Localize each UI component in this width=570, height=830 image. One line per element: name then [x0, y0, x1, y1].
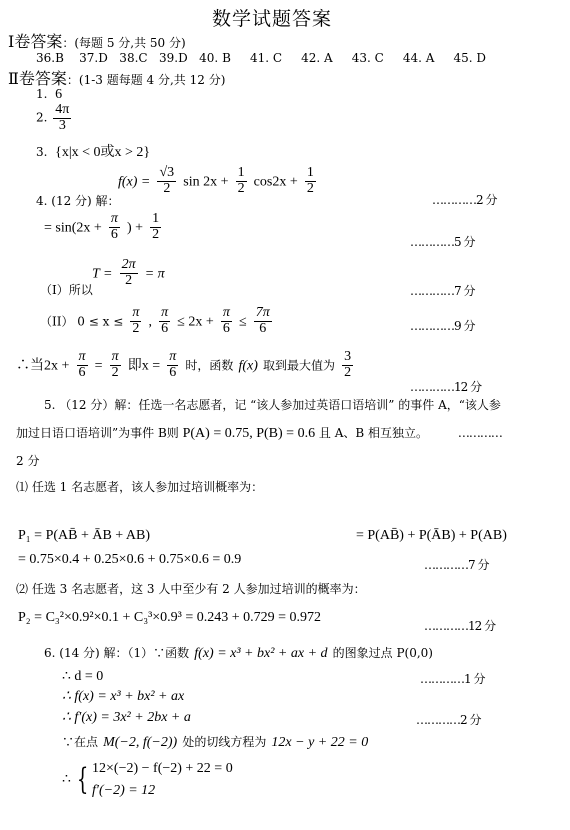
q5-part2-score: …………12 分 [424, 619, 496, 633]
q6-line1-score: …………1 分 [420, 672, 485, 686]
part2-heading [8, 66, 225, 89]
q1-answer: 6 [55, 87, 63, 102]
q6-line2: ∴ f(x) = x³ + bx² + ax [62, 689, 185, 704]
q4-frac-half3-den: 2 [152, 226, 160, 242]
q4-frac-pi6d-num: π [78, 349, 86, 364]
q4-frac-3-2 [342, 350, 353, 380]
q1-num: 1. [36, 87, 48, 101]
q6-line4-pre: ∵在点 [62, 735, 99, 749]
q5-part1-lhs: P₁ = P(AB̄ + ĀB + AB) [18, 528, 151, 543]
q5-line2-formula: P(A) = 0.75, P(B) = 0.6 [182, 426, 316, 441]
q3-num: 3. [36, 145, 48, 159]
q6-line4-mid: 处的切线方程为 [182, 735, 267, 749]
q4-cos2x: cos2x + [253, 174, 298, 190]
q5-line3-score: 2 分 [16, 454, 40, 468]
part2-note: ：(1-3 题每题 4 分,共 12 分) [66, 73, 226, 87]
q4-f-lhs: f(x) = [118, 174, 151, 190]
q6-line3-score: …………2 分 [416, 713, 481, 727]
q6-line4-point: M(−2, f(−2)) [103, 735, 178, 750]
q4-frac-pi6 [109, 212, 120, 242]
q4-frac-3-2-num: 3 [344, 349, 352, 364]
q2-line [36, 103, 73, 133]
q6-label-line [44, 642, 433, 662]
q4-T-eq: = π [144, 266, 165, 282]
q4-frac-pi6-den: 6 [110, 226, 118, 242]
page-title: 数学试题答案 [212, 8, 333, 30]
q4-frac-pi2b [110, 350, 121, 380]
q4-part2-comma: , [148, 314, 152, 330]
q4-frac-pi6b [159, 306, 170, 336]
q4-frac-7pi6 [254, 306, 272, 336]
q5-part1-rhs: = P(AB̄) + P(ĀB) + P(AB) [356, 528, 507, 543]
q6-system-equations [92, 758, 233, 801]
q4-step2-pre: = sin(2x + [44, 220, 102, 236]
q2-fraction [53, 103, 71, 133]
q4-part2 [40, 306, 274, 336]
q4-formula2 [44, 212, 163, 242]
q2-numerator: 4π [55, 102, 70, 117]
q4-step2-post: ) + [127, 220, 144, 236]
q6-line1: ∴ d = 0 [62, 669, 104, 684]
q4-frac-2pi-num: 2π [121, 257, 136, 272]
q4-conc-fx: f(x) [238, 358, 258, 374]
q6-label: 6. (14 分) 解：（1）∵函数 [44, 646, 190, 660]
q4-conc-pre: ∴当2x + [16, 358, 70, 374]
q3-answer: {x|x < 0或x > 2} [55, 145, 151, 160]
q5-line2-pre: 加过日语口语培训”为事件 B则 [16, 426, 179, 440]
q4-frac-pi6-num: π [110, 211, 118, 226]
part2-heading-text: Ⅱ卷答案 [8, 69, 67, 88]
q4-frac-pi6d [77, 350, 88, 380]
q4-period [92, 258, 165, 288]
q4-label: 4. (12 分) 解： [36, 194, 120, 208]
q4-sin2x: sin 2x + [183, 174, 229, 190]
q4-score-conclusion: …………12 分 [410, 380, 482, 394]
part1-answers: 36.B 37.D 38.C 39.D 40. B 41. C 42. A 43. C 44. A 45. D [36, 51, 487, 65]
q6-label-post: 的图象过点 P(0,0) [332, 646, 433, 660]
q4-frac-half2-den: 2 [306, 180, 314, 196]
q4-conc-func: 时，函数 [185, 358, 234, 373]
q4-score-step2: …………5 分 [410, 235, 475, 249]
q4-frac-sqrt3-num: √3 [159, 165, 175, 180]
q4-frac-pi6d-den: 6 [78, 364, 86, 380]
q2-num: 2. [36, 110, 48, 125]
q4-formula1 [118, 166, 318, 196]
part1-note: ：(每题 5 分,共 50 分) [62, 36, 186, 50]
q6-label-func: f(x) = x³ + bx² + ax + d [194, 646, 328, 661]
q6-line4-eq: 12x − y + 22 = 0 [271, 735, 369, 750]
q4-frac-half2-num: 1 [306, 165, 314, 180]
part1-heading-text: Ⅰ卷答案 [8, 32, 63, 51]
q4-frac-pi2b-den: 2 [111, 364, 119, 380]
q4-conc-ji: 即x = [127, 358, 161, 374]
q6-line4 [62, 731, 368, 751]
q4-frac-half1 [236, 166, 247, 196]
q5-part1-calc: = 0.75×0.4 + 0.25×0.6 + 0.75×0.6 = 0.9 [18, 552, 242, 567]
q5-part1-score: …………7 分 [424, 558, 489, 572]
q5-part2-calc: P₂ = C₃²×0.9²×0.1 + C₃³×0.9³ = 0.243 + 0.729 = 0.972 [18, 610, 322, 625]
q4-score-part1: …………7 分 [410, 284, 475, 298]
q6-system [62, 758, 233, 801]
q4-frac-pi2 [130, 306, 141, 336]
part1-heading [8, 29, 186, 52]
q4-frac-2pi-den: 2 [125, 272, 133, 288]
q5-part2-label: ⑵ 任选 3 名志愿者，这 3 人中至少有 2 人参加过培训的概率为： [16, 582, 366, 596]
q6-system-brace: { [76, 762, 89, 798]
q4-part2-mid: ≤ 2x + [177, 314, 214, 330]
q4-frac-pi2-den: 2 [132, 320, 140, 336]
q4-frac-2pi [120, 258, 138, 288]
q4-score-part2: …………9 分 [410, 319, 475, 333]
q5-part1-label: ⑴ 任选 1 名志愿者，该人参加过培训概率为： [16, 480, 264, 494]
q4-frac-pi6c [221, 306, 232, 336]
q5-line2-post: 且 A、B 相互独立。 [318, 426, 429, 440]
q4-frac-7pi6-den: 6 [259, 320, 267, 336]
q4-frac-pi6c-num: π [222, 305, 230, 320]
q4-frac-half3-num: 1 [152, 211, 160, 226]
q4-score-step1: …………2 分 [432, 193, 497, 207]
q4-frac-half1-den: 2 [237, 180, 245, 196]
q4-part2-label: （II） 0 ≤ x ≤ [40, 314, 124, 329]
q4-frac-7pi6-num: 7π [255, 305, 270, 320]
q4-conc-max: 取到最大值为 [262, 358, 335, 373]
q6-system-eq1: 12×(−2) − f(−2) + 22 = 0 [92, 761, 233, 776]
q4-frac-pi6b-num: π [161, 305, 169, 320]
q4-frac-pi6c-den: 6 [222, 320, 230, 336]
q4-frac-pi6e [167, 350, 178, 380]
q4-conc-eq: = [94, 358, 103, 374]
q1-line [36, 87, 62, 103]
q4-frac-pi6e-den: 6 [169, 364, 177, 380]
q4-frac-half1-num: 1 [237, 165, 245, 180]
q5-line2 [16, 424, 502, 442]
q4-frac-sqrt3-den: 2 [163, 180, 171, 196]
q4-frac-pi2-num: π [132, 305, 140, 320]
q3-line [36, 141, 150, 161]
q2-denominator: 3 [58, 117, 66, 133]
q6-system-therefore: ∴ [62, 772, 71, 788]
q4-frac-half3 [150, 212, 161, 242]
q4-conclusion [16, 350, 355, 380]
q4-part2-le: ≤ [238, 314, 247, 330]
q6-line3: ∴ f′(x) = 3x² + 2bx + a [62, 710, 191, 725]
q4-frac-3-2-den: 2 [344, 364, 352, 380]
q4-part1-label: （I）所以 [40, 283, 93, 297]
q5-line2-dots: ………… [457, 426, 502, 440]
q4-T-lhs: T = [92, 266, 113, 282]
q4-frac-half2 [305, 166, 316, 196]
q6-system-eq2: f′(−2) = 12 [92, 782, 156, 798]
q4-frac-sqrt3 [157, 166, 176, 196]
q5-line1: 5. （12 分）解：任选一名志愿者，记 “该人参加过英语口语培训” 的事件 A，“该人参 [44, 398, 501, 412]
q4-frac-pi2b-num: π [111, 349, 119, 364]
q4-frac-pi6e-num: π [169, 349, 177, 364]
q4-frac-pi6b-den: 6 [161, 320, 169, 336]
